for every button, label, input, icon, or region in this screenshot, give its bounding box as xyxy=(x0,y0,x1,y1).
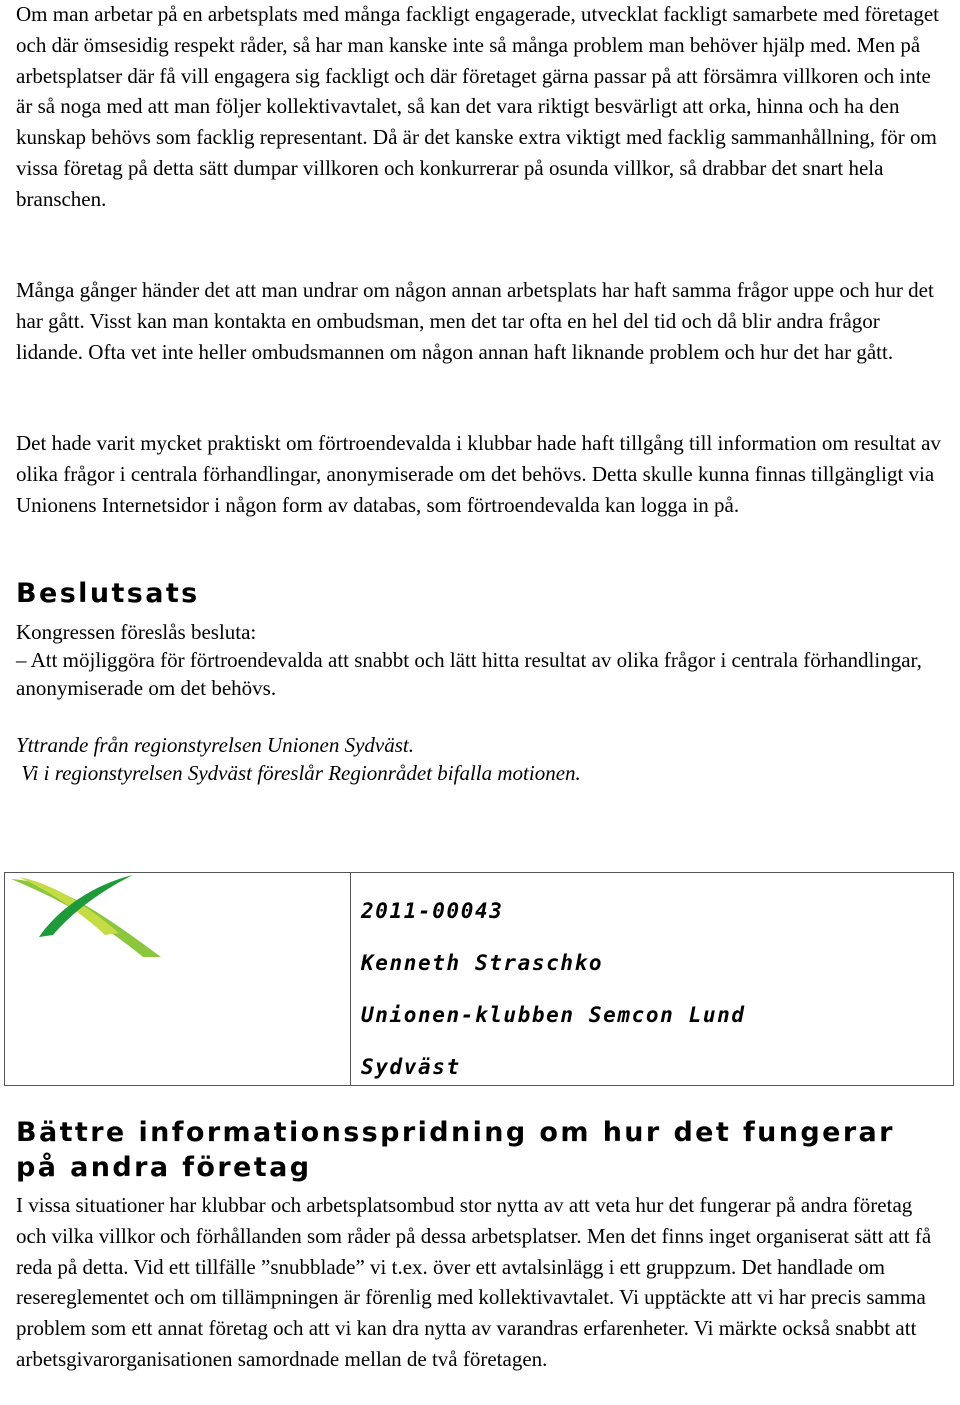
logo-cell xyxy=(5,873,351,1085)
motion-header-table xyxy=(4,872,954,1086)
motion-number: 2011-00043 xyxy=(361,899,504,923)
beslutsats-item: – Att möjliggöra för förtroendevalda att snabbt och lätt hitta resultat av olika frågor i centrala förhandlingar, anonymiserade om det behövs. xyxy=(16,648,922,700)
yttrande-line-1: Yttrande från regionstyrelsen Unionen Sydväst. xyxy=(16,733,414,757)
intro-paragraph-3: Det hade varit mycket praktiskt om förtroendevalda i klubbar hade haft tillgång till information om resultat av olika frågor i centrala förhandlingar, anonymiserade om det behövs. Detta skulle kunna finnas tillgängligt via Unionens Internetsidor i någon form av databas, som förtroendevalda kan logga in på. xyxy=(16,431,941,517)
motion-club: Unionen-klubben Semcon Lund xyxy=(361,1003,746,1027)
intro-paragraph-1: Om man arbetar på en arbetsplats med många fackligt engagerade, utvecklat fackligt samarbete med företaget och där ömsesidig respekt råder, så har man kanske inte så många problem man behöver hjälp med. Men på arbetsplatser där få vill engagera sig fackligt och där företaget gärna passar på att försämra villkoren och inte är så noga med att man följer kollektivavtalet, så kan det vara riktigt besvärligt att orka, hinna och ha den kunskap behövs som facklig representant. Då är det kanske extra viktigt med facklig sammanhållning, för om vissa företag på detta sätt dumpar villkoren och konkurrerar på osunda villkor, så drabbar det snart hela branschen. xyxy=(16,2,939,211)
motion-region: Sydväst xyxy=(361,1055,461,1079)
yttrande-line-2: Vi i regionstyrelsen Sydväst föreslår Regionrådet bifalla motionen. xyxy=(16,761,581,785)
motion-author: Kenneth Straschko xyxy=(361,951,604,975)
beslutsats-heading: Beslutsats xyxy=(16,578,200,609)
beslutsats-lead: Kongressen föreslås besluta: xyxy=(16,620,257,644)
second-motion-title: Bättre informationsspridning om hur det fungerar på andra företag xyxy=(16,1117,895,1183)
second-motion-body: I vissa situationer har klubbar och arbetsplatsombud stor nytta av att veta hur det fungerar på andra företag och vilka villkor och förhållanden som råder på dessa arbetsplatser. Men det finns inget organiserat sätt att få reda på detta. Vid ett tillfälle ”snubblade” vi t.ex. över ett avtalsinlägg i ett gruppzum. Det handlade om resereglementet och om tillämpningen är förenlig med kollektivavtalet. Vi upptäckte att vi har precis samma problem som ett annat företag och att vi kan dra nytta av varandras erfarenheter. Vi märkte också snabbt att arbetsgivarorganisationen samordnade mellan de två företagen. xyxy=(16,1193,932,1371)
intro-paragraph-2: Många gånger händer det att man undrar om någon annan arbetsplats har haft samma frågor uppe och hur det har gått. Visst kan man kontakta en ombudsman, men det tar ofta en hel del tid och då blir andra frågor lidande. Ofta vet inte heller ombudsmannen om någon annan haft liknande problem och hur det har gått. xyxy=(16,278,934,364)
unionen-x-logo-icon xyxy=(9,873,169,963)
motion-meta-cell xyxy=(351,873,953,1085)
